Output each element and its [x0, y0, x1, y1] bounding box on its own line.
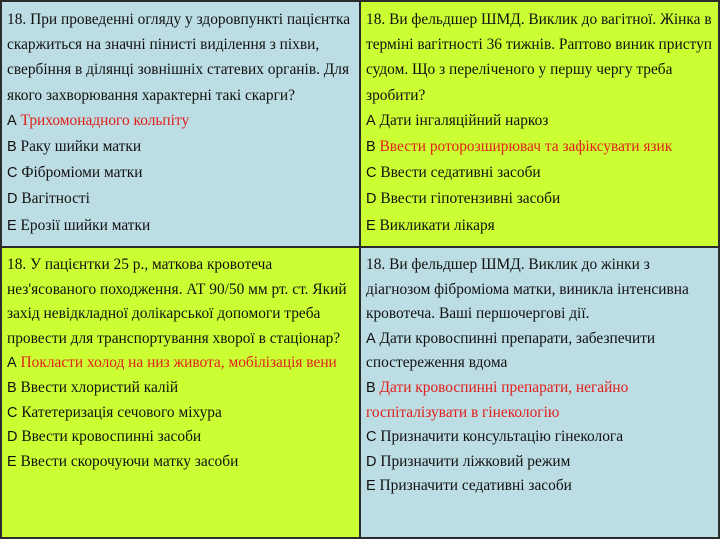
option-a: A Дати кровоспинні препарати, забезпечити спостереження вдома: [366, 329, 656, 372]
question-card-3: [2, 248, 361, 537]
question-text: 18. У пацієнтки 25 р., маткова кровотеча нез'ясованого походження. АТ 90/50 мм рт. ст. Який захід невідкладної долікарської допомоги треба провести для транспортування хворої в стаціонар?: [7, 256, 347, 347]
option-e: E Ввести скорочуючи матку засоби: [7, 452, 239, 470]
option-c: C Катетеризація сечового міхура: [7, 403, 222, 421]
option-d: D Вагітності: [7, 190, 90, 208]
question-card-4: [361, 248, 718, 537]
option-d: D Призначити ліжковий режим: [366, 452, 571, 470]
option-e: E Викликати лікаря: [366, 216, 495, 234]
option-a: A Покласти холод на низ живота, мобілізація вени: [7, 354, 337, 372]
option-e: E Ерозії шийки матки: [7, 216, 151, 234]
option-c: C Фіброміоми матки: [7, 164, 143, 182]
question-text: 18. Ви фельдшер ШМД. Виклик до жінки з діагнозом фіброміома матки, виникла інтенсивна кровотеча. Ваші першочергові дії.: [366, 256, 689, 323]
option-d: D Ввести гіпотензивні засоби: [366, 190, 561, 208]
question-card-1: [2, 2, 361, 248]
option-c: C Ввести седативні засоби: [366, 164, 541, 182]
option-e: E Призначити седативні засоби: [366, 477, 572, 495]
option-b: B Ввести хлористий калій: [7, 378, 179, 396]
option-b: B Дати кровоспинні препарати, негайно госпіталізувати в гінекологію: [366, 378, 629, 421]
question-text: 18. При проведенні огляду у здоровпункті пацієнтка скаржиться на значні пінисті виділення з піхви, свербіння в ділянці зовнішніх статевих органів. Для якого захворювання характерні такі скарги?: [7, 11, 351, 104]
question-text: 18. Ви фельдшер ШМД. Виклик до вагітної. Жінка в терміні вагітності 36 тижнів. Раптово виник приступ судом. Що з переліченого у першу чергу треба зробити?: [366, 11, 713, 104]
option-b: B Раку шийки матки: [7, 138, 142, 156]
option-a: A Дати інгаляційний наркоз: [366, 111, 549, 129]
option-a: A Трихомонадного кольпіту: [7, 111, 190, 129]
question-card-2: [361, 2, 718, 248]
option-c: C Призначити консультацію гінеколога: [366, 428, 624, 446]
option-d: D Ввести кровоспинні засоби: [7, 428, 202, 446]
option-b: B Ввести роторозширювач та зафіксувати язик: [366, 138, 673, 156]
